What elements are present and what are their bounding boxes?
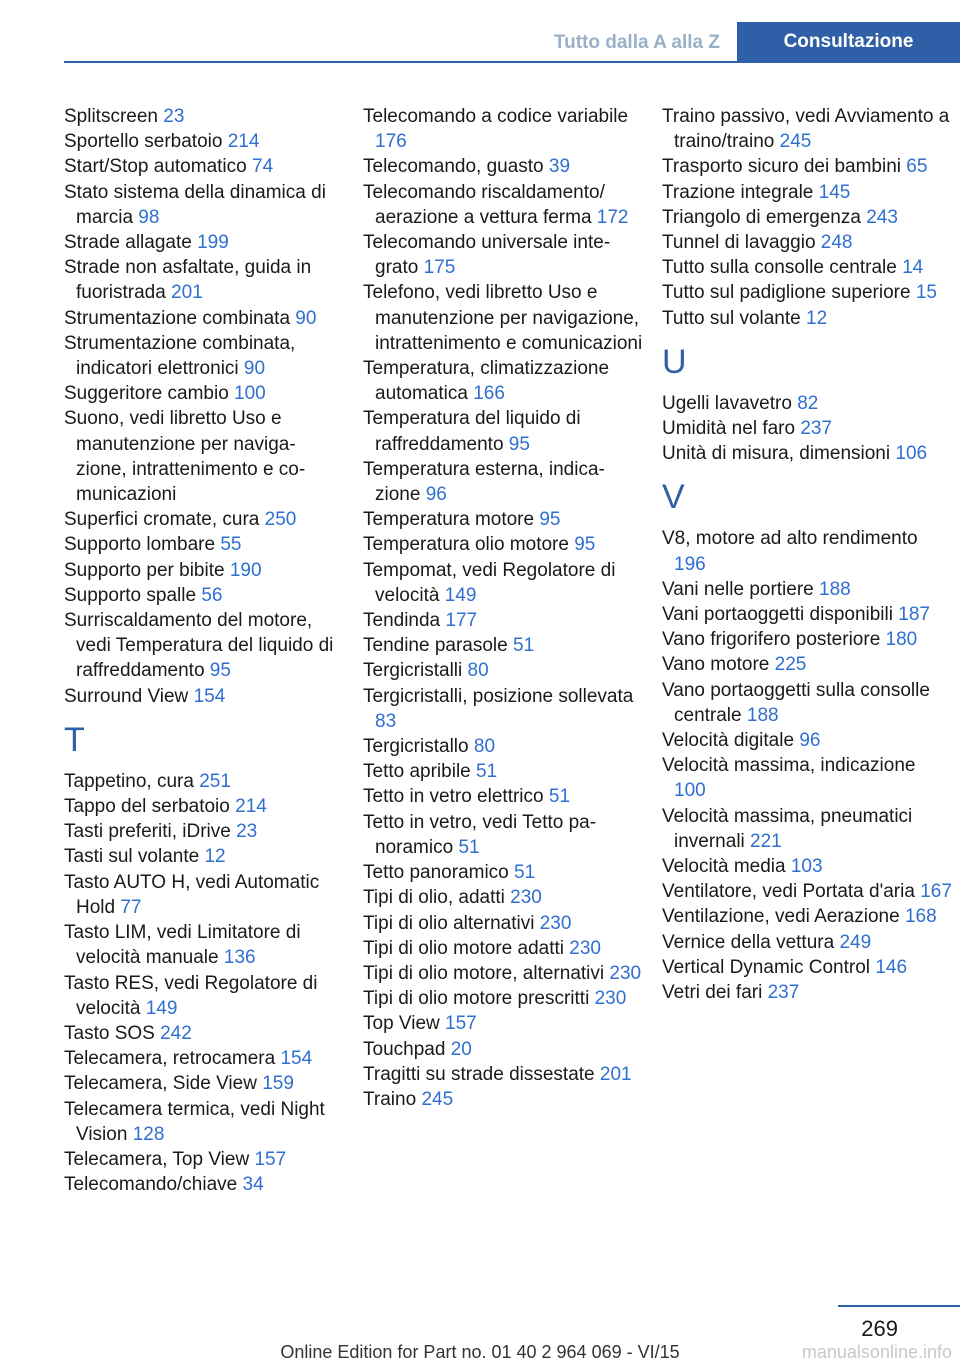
footer-rule: [838, 1305, 960, 1307]
index-entry: [363, 759, 643, 784]
index-entry: [64, 920, 336, 970]
page-link[interactable]: 199: [197, 232, 229, 254]
index-term: Ventilatore, vedi Portata d'aria: [662, 881, 915, 903]
index-term: Ventilazione, vedi Aerazione: [662, 906, 900, 928]
index-term: Tasto LIM, vedi Limitatore di velocità manuale: [64, 922, 301, 969]
watermark: manualsonline.info: [801, 1342, 952, 1362]
index-entry: [662, 255, 952, 280]
index-term: Stato sistema della dinamica di marcia: [64, 181, 326, 228]
index-entry: [64, 331, 336, 381]
page-link[interactable]: 80: [473, 736, 496, 758]
index-entry: [64, 608, 336, 684]
page-number: 269: [861, 1316, 898, 1341]
index-term: Supporto lombare: [64, 534, 216, 556]
index-term: Suggeritore cambio: [64, 383, 229, 405]
page-link[interactable]: 20: [450, 1038, 472, 1060]
index-term: Sportello serbatoio: [64, 131, 223, 153]
page-link[interactable]: 23: [163, 106, 185, 127]
index-entry: [363, 885, 643, 910]
index-term: Surriscaldamento del motore, vedi Temperatura del liquido di raffreddamento: [64, 610, 334, 682]
index-entry: [64, 769, 336, 794]
index-term: Tetto in vetro elettrico: [363, 786, 544, 808]
page-link[interactable]: 187: [898, 604, 930, 626]
index-entry: [363, 860, 643, 885]
index-entry: [363, 986, 643, 1011]
page-link[interactable]: 103: [790, 856, 823, 878]
page-link[interactable]: 157: [445, 1013, 477, 1035]
index-column-3: [662, 104, 952, 1005]
index-entry: [64, 971, 336, 1021]
index-entry: [662, 854, 952, 879]
page-link[interactable]: 95: [539, 509, 561, 531]
page-link[interactable]: 56: [201, 584, 223, 606]
index-entry: [64, 381, 336, 406]
index-term: Tutto sulla consolle centrale: [662, 257, 897, 279]
page-link[interactable]: 172: [596, 206, 629, 228]
index-entry: [363, 1062, 643, 1087]
index-entry: [64, 1147, 336, 1172]
page-link[interactable]: 230: [569, 937, 601, 959]
index-term: Telecamera, retrocamera: [64, 1048, 276, 1070]
section-title: Tutto dalla A alla Z: [553, 32, 720, 53]
page-link[interactable]: 51: [458, 836, 480, 858]
page-link[interactable]: 230: [510, 887, 542, 909]
index-term: Tendinda: [363, 610, 441, 632]
index-term: Telecamera, Side View: [64, 1073, 257, 1095]
index-term: Tempomat, vedi Regolatore di velocità: [363, 559, 616, 606]
index-term: Tergicristalli: [363, 660, 463, 682]
page-link[interactable]: 55: [220, 534, 242, 556]
page-header: [0, 0, 960, 62]
page-link[interactable]: 190: [229, 559, 262, 581]
index-entry: [662, 804, 952, 854]
index-term: Temperatura olio motore: [363, 534, 569, 556]
page-link[interactable]: 106: [895, 443, 928, 465]
page-link[interactable]: 168: [904, 906, 937, 928]
index-term: Telecomando a codice variabile: [363, 106, 629, 127]
index-term: Vetri dei fari: [662, 982, 763, 1004]
index-entry: [662, 955, 952, 980]
index-entry: [662, 180, 952, 205]
page-link[interactable]: 214: [227, 131, 260, 153]
index-term: Vani nelle portiere: [662, 578, 814, 600]
index-term: Tipi di olio, adatti: [363, 887, 505, 909]
index-entry: [363, 961, 643, 986]
index-term: Tunnel di lavaggio: [662, 232, 816, 254]
index-term: Telecomando riscaldamento/ aerazione a vettura ferma: [363, 181, 605, 228]
index-entry: [363, 280, 643, 356]
index-entry: [64, 306, 336, 331]
index-entry: [662, 678, 952, 728]
index-entry: [363, 558, 643, 608]
index-entry: [64, 129, 336, 154]
page-link[interactable]: 146: [875, 956, 908, 978]
index-term: Temperatura motore: [363, 509, 535, 531]
page-link[interactable]: 51: [548, 786, 571, 808]
index-entry: [64, 1097, 336, 1147]
index-term: Velocità digitale: [662, 730, 795, 752]
index-term: Tergicristallo: [363, 736, 469, 758]
index-entry: [363, 810, 643, 860]
index-term: Touchpad: [363, 1038, 446, 1060]
page-link[interactable]: 95: [508, 433, 530, 455]
index-entry: [662, 205, 952, 230]
index-term: Vano portaoggetti sulla consolle centrale: [662, 679, 930, 726]
index-term: Tasto RES, vedi Regolatore di velocità: [64, 972, 318, 1019]
index-term: Tutto sul volante: [662, 307, 801, 329]
index-entry: [363, 1011, 643, 1036]
index-entry: [662, 306, 952, 331]
index-entry: [662, 627, 952, 652]
page-link[interactable]: 83: [375, 710, 397, 732]
page-link[interactable]: 98: [138, 206, 160, 228]
index-term: Tetto in vetro, vedi Tetto panoramico: [363, 811, 597, 858]
index-entry: [662, 980, 952, 1005]
page-link[interactable]: 154: [280, 1048, 313, 1070]
index-entry: [64, 507, 336, 532]
page-link[interactable]: 243: [866, 206, 898, 228]
index-term: Trazione integrale: [662, 181, 814, 203]
index-entry: [662, 728, 952, 753]
index-term: Top View: [363, 1013, 440, 1035]
index-entry: [662, 602, 952, 627]
index-entry: [662, 391, 952, 416]
page-link[interactable]: 96: [425, 484, 447, 506]
index-entry: [662, 904, 952, 929]
page-link[interactable]: 82: [797, 392, 819, 414]
page-link[interactable]: 176: [375, 131, 407, 153]
index-entry: [363, 406, 643, 456]
index-term: Tetto apribile: [363, 761, 471, 783]
index-entry: [363, 154, 643, 179]
page-link[interactable]: 136: [223, 947, 256, 969]
index-entry: [662, 441, 952, 466]
page-link[interactable]: 39: [548, 156, 571, 178]
index-letter-heading: T: [64, 720, 85, 759]
index-term: Suono, vedi libretto Uso e manutenzione per navigazione, intrattenimento e comunicazioni: [64, 408, 306, 506]
index-term: Tergicristalli, posizione sollevata: [363, 685, 634, 707]
index-term: Telecamera termica, vedi Night Vision: [64, 1098, 325, 1145]
index-term: Temperatura esterna, indicazione: [363, 458, 605, 506]
index-term: Temperatura del liquido di raffreddamento: [363, 408, 581, 455]
page-link[interactable]: 245: [421, 1088, 454, 1110]
page-link[interactable]: 242: [160, 1022, 192, 1044]
index-term: Supporto spalle: [64, 584, 197, 606]
page-link[interactable]: 96: [799, 730, 821, 752]
page-link[interactable]: 51: [514, 862, 536, 884]
index-letter-heading: U: [662, 342, 687, 381]
index-term: Tasto SOS: [64, 1022, 155, 1044]
index-term: Strumentazione combinata, indicatori elettronici: [64, 332, 296, 380]
page-link[interactable]: 201: [599, 1063, 632, 1085]
page-link[interactable]: 249: [839, 931, 872, 953]
index-entry: [662, 104, 952, 154]
index-entry: [64, 844, 336, 869]
index-entry: [662, 879, 952, 904]
index-entry: [64, 558, 336, 583]
index-term: Traino passivo, vedi Avviamento a traino/traino: [662, 106, 950, 153]
page-link[interactable]: 248: [820, 232, 853, 254]
index-entry: [363, 633, 643, 658]
index-entry: [64, 230, 336, 255]
index-term: Tutto sul padiglione superiore: [662, 282, 911, 304]
page-link[interactable]: 34: [242, 1174, 264, 1196]
index-column-2: [363, 104, 643, 1112]
page-link[interactable]: 230: [539, 912, 572, 934]
index-entry: [64, 819, 336, 844]
index-entry: [64, 1172, 336, 1197]
page-link[interactable]: 154: [193, 685, 226, 707]
index-term: Start/Stop automatico: [64, 156, 247, 178]
index-term: Triangolo di emergenza: [662, 206, 861, 228]
page-link[interactable]: 90: [295, 307, 317, 329]
index-term: Telefono, vedi libretto Uso e manutenzione per navigazione, intrattenimento e comunicazioni: [363, 282, 643, 354]
index-term: Superfici cromate, cura: [64, 509, 260, 531]
page-link[interactable]: 225: [774, 654, 807, 676]
page-link[interactable]: 188: [819, 578, 851, 600]
index-term: Vernice della vettura: [662, 931, 835, 953]
page-link[interactable]: 90: [243, 358, 266, 380]
index-entry: [363, 507, 643, 532]
index-term: Tipi di olio alternativi: [363, 912, 535, 934]
page-link[interactable]: 12: [806, 307, 828, 329]
index-term: Strumentazione combinata: [64, 307, 291, 329]
index-term: Tappo del serbatoio: [64, 796, 230, 818]
page-link[interactable]: 175: [423, 257, 456, 279]
index-letter-heading: V: [662, 478, 685, 517]
page-link[interactable]: 77: [120, 896, 142, 918]
index-entry: [64, 532, 336, 557]
index-entry: [363, 1087, 643, 1112]
chapter-tab: Consultazione: [737, 22, 960, 62]
index-entry: [662, 154, 952, 179]
page-link[interactable]: 128: [132, 1123, 165, 1145]
index-term: Trasporto sicuro dei bambini: [662, 156, 902, 178]
index-entry: [64, 1021, 336, 1046]
index-entry: [363, 104, 643, 154]
page-link[interactable]: 159: [262, 1073, 294, 1095]
index-term: Surround View: [64, 685, 189, 707]
index-entry: [363, 936, 643, 961]
index-term: Vertical Dynamic Control: [662, 956, 871, 978]
index-entry: [662, 753, 952, 803]
index-entry: [64, 255, 336, 305]
index-column-1: [64, 104, 336, 1197]
index-term: Umidità nel faro: [662, 418, 796, 440]
index-entry: [363, 356, 643, 406]
page-link[interactable]: 250: [264, 509, 297, 531]
index-entry: [363, 180, 643, 230]
index-entry: [662, 230, 952, 255]
page-link[interactable]: 80: [467, 660, 489, 682]
page-link[interactable]: 166: [473, 383, 505, 405]
page-link[interactable]: 95: [574, 534, 596, 556]
index-term: Temperatura, climatizzazione automatica: [363, 358, 610, 405]
index-term: Strade non asfaltate, guida in fuoristrada: [64, 257, 312, 304]
index-term: Tetto panoramico: [363, 862, 509, 884]
index-entry: [64, 684, 336, 709]
index-term: Supporto per bibite: [64, 559, 225, 581]
index-term: V8, motore ad alto rendimento: [662, 528, 918, 550]
page-link[interactable]: 51: [476, 761, 498, 783]
index-entry: [662, 930, 952, 955]
index-entry: [662, 416, 952, 441]
index-term: Tipi di olio motore, alternativi: [363, 962, 605, 984]
page-link[interactable]: 214: [235, 796, 267, 818]
index-term: Vano motore: [662, 654, 770, 676]
index-term: Tasti preferiti, iDrive: [64, 821, 231, 843]
page-link[interactable]: 23: [236, 821, 258, 843]
index-entry: [64, 583, 336, 608]
index-entry: [64, 870, 336, 920]
page-link[interactable]: 65: [906, 156, 928, 178]
page-link[interactable]: 221: [750, 830, 782, 852]
index-term: Telecomando, guasto: [363, 156, 544, 178]
page-link[interactable]: 188: [746, 704, 779, 726]
index-entry: [662, 280, 952, 305]
index-term: Vano frigorifero posteriore: [662, 629, 881, 651]
index-entry: [64, 1071, 336, 1096]
header-rule: [64, 61, 960, 63]
page-link[interactable]: 177: [445, 610, 478, 632]
page-link[interactable]: 145: [818, 181, 851, 203]
index-term: Tipi di olio motore adatti: [363, 937, 565, 959]
index-term: Tipi di olio motore prescritti: [363, 988, 590, 1010]
page-link[interactable]: 95: [209, 660, 231, 682]
index-entry: [64, 104, 336, 129]
index-entry: [363, 532, 643, 557]
page-link[interactable]: 100: [234, 383, 266, 405]
page-link[interactable]: 15: [915, 282, 937, 304]
index-term: Velocità media: [662, 856, 786, 878]
page-link[interactable]: 167: [920, 881, 952, 903]
index-term: Telecomando/chiave: [64, 1174, 238, 1196]
index-entry: [363, 230, 643, 280]
page-link[interactable]: 237: [767, 982, 800, 1004]
page-link[interactable]: 51: [513, 635, 535, 657]
index-term: Strade allagate: [64, 232, 192, 254]
index-term: Tendine parasole: [363, 635, 508, 657]
page-link[interactable]: 245: [779, 131, 812, 153]
page-link[interactable]: 149: [145, 997, 178, 1019]
page-link[interactable]: 149: [444, 584, 477, 606]
index-entry: [363, 608, 643, 633]
index-term: Tragitti su strade dissestate: [363, 1063, 595, 1085]
page-link[interactable]: 251: [199, 770, 231, 792]
index-entry: [662, 577, 952, 602]
index-term: Splitscreen: [64, 106, 158, 127]
index-entry: [363, 1037, 643, 1062]
index-entry: [363, 684, 643, 734]
index-entry: [64, 406, 336, 507]
index-entry: [64, 794, 336, 819]
index-entry: [662, 526, 952, 576]
page-link[interactable]: 74: [252, 156, 274, 178]
index-term: Tappetino, cura: [64, 770, 194, 792]
page-link[interactable]: 201: [171, 282, 203, 304]
page-link[interactable]: 12: [204, 846, 226, 868]
index-term: Ugelli lavavetro: [662, 392, 792, 414]
index-entry: [363, 734, 643, 759]
index-entry: [363, 457, 643, 507]
index-term: Velocità massima, pneumatici invernali: [662, 805, 913, 852]
page-link[interactable]: 157: [254, 1148, 287, 1170]
page-link[interactable]: 14: [902, 257, 924, 279]
edition-note: Online Edition for Part no. 01 40 2 964 069 - VI/15: [280, 1342, 680, 1362]
page-link[interactable]: 196: [674, 553, 706, 575]
index-term: Tasti sul volante: [64, 846, 200, 868]
page-link[interactable]: 237: [800, 418, 833, 440]
index-term: Traino: [363, 1088, 417, 1110]
index-term: Telecomando universale integrato: [363, 232, 611, 279]
index-term: Telecamera, Top View: [64, 1148, 250, 1170]
page-link[interactable]: 100: [674, 780, 706, 802]
index-entry: [64, 154, 336, 179]
page-link[interactable]: 230: [609, 962, 642, 984]
index-term: Velocità massima, indicazione: [662, 755, 916, 777]
index-term: Vani portaoggetti disponibili: [662, 604, 893, 626]
index-entry: [363, 911, 643, 936]
index-entry: [64, 1046, 336, 1071]
index-term: Tasto AUTO H, vedi Automatic Hold: [64, 871, 320, 918]
index-entry: [363, 784, 643, 809]
page-link[interactable]: 230: [594, 988, 627, 1010]
index-entry: [662, 652, 952, 677]
index-entry: [64, 180, 336, 230]
index-term: Unità di misura, dimensioni: [662, 443, 891, 465]
index-entry: [363, 658, 643, 683]
page-link[interactable]: 180: [885, 629, 918, 651]
